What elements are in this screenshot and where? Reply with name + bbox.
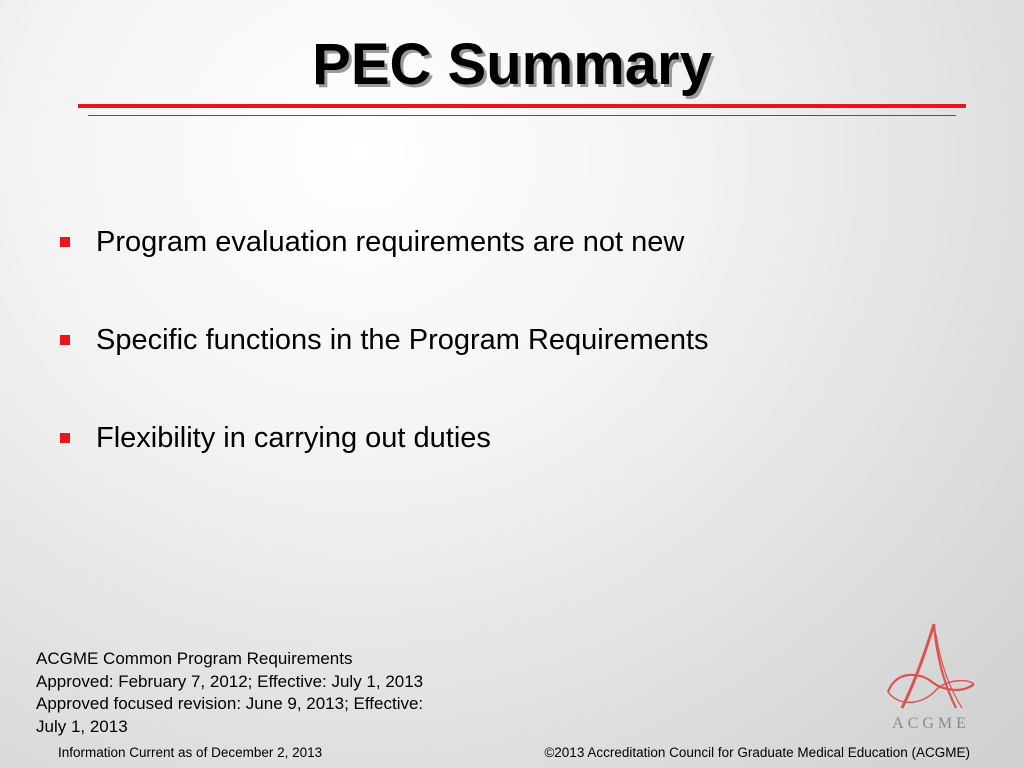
square-bullet-icon: [60, 433, 70, 443]
source-note-line: Approved focused revision: June 9, 2013; Effective:: [36, 694, 424, 713]
source-note-line: ACGME Common Program Requirements: [36, 649, 353, 668]
square-bullet-icon: [60, 237, 70, 247]
bullet-item: [60, 222, 709, 262]
logo-text: ACGME: [892, 715, 970, 732]
title-divider-thin: [88, 115, 956, 116]
bullet-list: [60, 222, 709, 516]
source-note-line: July 1, 2013: [36, 716, 128, 736]
bullet-item: [60, 320, 709, 360]
source-note: [36, 648, 506, 738]
source-note-line: Approved: February 7, 2012; Effective: July 1, 2013: [36, 671, 424, 691]
acgme-a-logo-icon: [876, 620, 986, 715]
footer-info-date: Information Current as of December 2, 2013: [58, 745, 323, 760]
square-bullet-icon: [60, 335, 70, 345]
bullet-text: Program evaluation requirements are not new: [96, 225, 685, 258]
bullet-text: Specific functions in the Program Requirements: [96, 323, 709, 356]
acgme-logo: [876, 620, 986, 738]
bullet-text: Flexibility in carrying out duties: [96, 421, 491, 454]
bullet-item: [60, 418, 709, 458]
slide-title: PEC Summary: [312, 32, 712, 97]
title-divider-thick: [78, 104, 966, 108]
footer-copyright: ©2013 Accreditation Council for Graduate Medical Education (ACGME): [544, 745, 970, 760]
